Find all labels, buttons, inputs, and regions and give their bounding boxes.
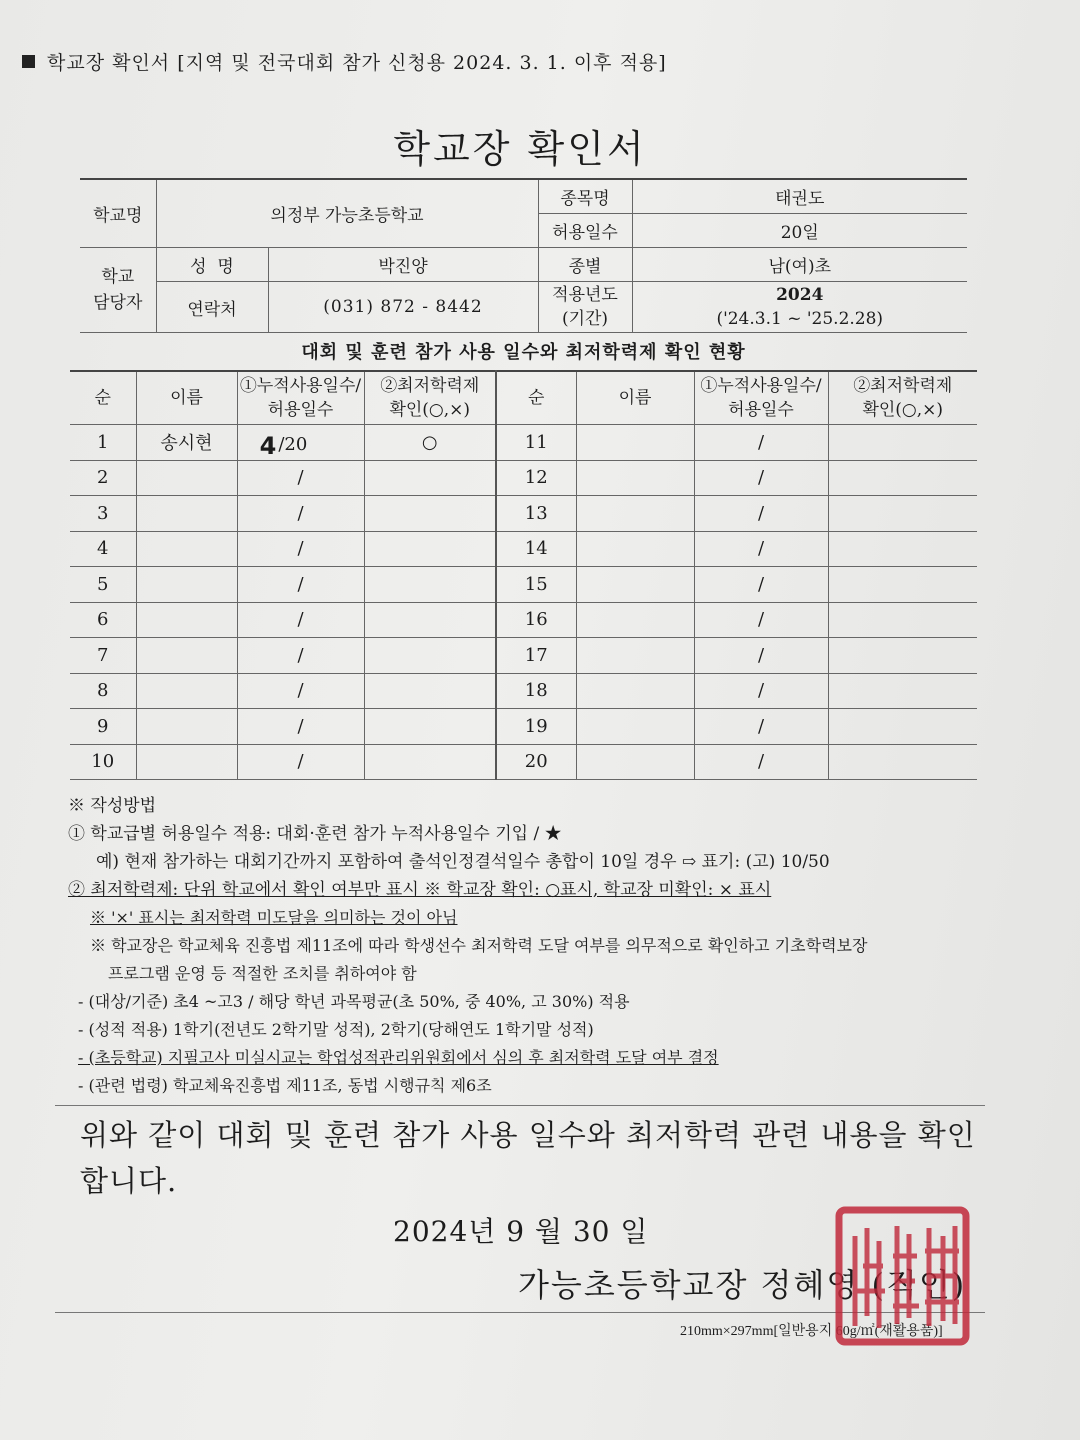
row-days <box>237 531 364 567</box>
days-allowed: / <box>297 502 304 524</box>
days-label: 허용일수 <box>538 214 632 248</box>
row-check <box>828 744 977 780</box>
row-name <box>136 496 237 532</box>
row-check: ○ <box>364 425 496 461</box>
row-no: 14 <box>496 531 576 567</box>
row-name <box>576 460 694 496</box>
row-no: 20 <box>496 744 576 780</box>
school-value: 의정부 가능초등학교 <box>156 179 538 248</box>
separator-top <box>55 1105 985 1106</box>
row-name <box>136 709 237 745</box>
table-row <box>70 673 977 709</box>
manager-label: 학교 담당자 <box>80 248 156 333</box>
note-principal-1: ※ 학교장은 학교체육 진흥법 제11조에 따라 학생선수 최저학력 도달 여부를 의무적으로 확인하고 기초학력보장 <box>90 936 868 955</box>
form-header-text: 학교장 확인서 [지역 및 전국대회 참가 신청용 2024. 3. 1. 이후 적용] <box>47 52 667 74</box>
row-days <box>237 744 364 780</box>
table-row <box>70 531 977 567</box>
days-allowed: / <box>297 573 304 595</box>
row-name <box>576 744 694 780</box>
row-days: / <box>694 602 828 638</box>
row-days: / <box>694 638 828 674</box>
event-value: 태권도 <box>632 179 967 214</box>
table-row <box>70 602 977 638</box>
handwritten-used-days: 4 <box>259 432 277 461</box>
row-name <box>576 673 694 709</box>
row-check <box>364 602 496 638</box>
days-allowed: / <box>297 751 304 773</box>
row-check <box>828 531 977 567</box>
row-days <box>237 673 364 709</box>
school-info-table <box>80 178 967 333</box>
notes-heading: ※ 작성방법 <box>68 796 157 816</box>
row-no: 8 <box>70 673 136 709</box>
row-days: / <box>694 673 828 709</box>
principal-signature: 가능초등학교장 정혜영 (직인) <box>518 1266 967 1304</box>
row-name <box>576 638 694 674</box>
year-label: 적용년도 (기간) <box>538 282 632 333</box>
table-row <box>70 460 977 496</box>
row-check <box>828 496 977 532</box>
note-dash-2: - (성적 적용) 1학기(전년도 2학기말 성적), 2학기(당해연도 1학기말 성적) <box>78 1020 594 1039</box>
row-no: 17 <box>496 638 576 674</box>
participation-table <box>70 370 977 780</box>
row-no: 3 <box>70 496 136 532</box>
note-item-2: ② 최저학력제: 단위 학교에서 확인 여부만 표시 ※ 학교장 확인: ○표시, 학교장 미확인: × 표시 <box>68 880 772 900</box>
row-check <box>364 496 496 532</box>
table-row <box>70 496 977 532</box>
row-name <box>136 673 237 709</box>
event-label: 종목명 <box>538 179 632 214</box>
row-name <box>136 567 237 603</box>
days-allowed: /20 <box>278 434 308 456</box>
status-title: 대회 및 훈련 참가 사용 일수와 최저학력제 확인 현황 <box>301 342 746 363</box>
col-header-check: ②최저학력제 확인(○,×) <box>364 371 496 425</box>
row-no: 4 <box>70 531 136 567</box>
row-days: / <box>694 460 828 496</box>
official-seal-stamp <box>835 1206 970 1346</box>
form-header <box>22 48 667 75</box>
row-no: 6 <box>70 602 136 638</box>
row-name <box>576 567 694 603</box>
row-check <box>828 567 977 603</box>
row-no: 16 <box>496 602 576 638</box>
row-name <box>576 496 694 532</box>
row-days: / <box>694 496 828 532</box>
row-no: 15 <box>496 567 576 603</box>
col-header-name: 이름 <box>136 371 237 425</box>
days-allowed: / <box>297 715 304 737</box>
school-label: 학교명 <box>80 179 156 248</box>
row-days <box>237 460 364 496</box>
row-check <box>828 709 977 745</box>
row-no: 2 <box>70 460 136 496</box>
document-title: 학교장 확인서 <box>393 127 647 171</box>
row-no: 11 <box>496 425 576 461</box>
row-days <box>237 425 364 461</box>
col-header-no: 순 <box>70 371 136 425</box>
confirmation-text: 위와 같이 대회 및 훈련 참가 사용 일수와 최저학력 관련 내용을 확인합니다. <box>80 1118 976 1198</box>
row-check <box>364 709 496 745</box>
row-check <box>828 460 977 496</box>
row-name <box>136 638 237 674</box>
contact-label: 연락처 <box>156 282 268 333</box>
name-label: 성 명 <box>156 248 268 282</box>
row-name <box>136 602 237 638</box>
note-x-meaning: ※ '×' 표시는 최저학력 미도달을 의미하는 것이 아님 <box>90 908 458 927</box>
days-allowed: / <box>297 680 304 702</box>
issue-date: 2024년 9 월 30 일 <box>393 1215 649 1248</box>
table-row <box>70 744 977 780</box>
year-cell <box>632 282 967 333</box>
row-name <box>136 531 237 567</box>
note-dash-3: - (초등학교) 지필고사 미실시교는 학업성적관리위원회에서 심의 후 최저학력 도달 여부 결정 <box>78 1048 719 1067</box>
row-no: 19 <box>496 709 576 745</box>
row-no: 9 <box>70 709 136 745</box>
days-allowed: / <box>297 467 304 489</box>
row-days: / <box>694 567 828 603</box>
row-days: / <box>694 531 828 567</box>
row-check <box>364 531 496 567</box>
type-value: 남(여)초 <box>632 248 967 282</box>
year-value: 2024 <box>776 285 824 305</box>
row-check <box>364 638 496 674</box>
row-days <box>237 496 364 532</box>
row-name <box>136 744 237 780</box>
row-days <box>237 602 364 638</box>
row-no: 13 <box>496 496 576 532</box>
row-name <box>576 709 694 745</box>
row-days: / <box>694 709 828 745</box>
note-dash-1: - (대상/기준) 초4 ~고3 / 해당 학년 과목평균(초 50%, 중 40%, 고 30%) 적용 <box>78 992 630 1011</box>
row-days <box>237 567 364 603</box>
note-item-1-example: 예) 현재 참가하는 대회기간까지 포함하여 출석인정결석일수 총합이 10일 경우 ⇨ 표기: (고) 10/50 <box>96 852 830 872</box>
row-check <box>828 425 977 461</box>
note-dash-4: - (관련 법령) 학교체육진흥법 제11조, 동법 시행규칙 제6조 <box>78 1076 492 1095</box>
col-header-no-2: 순 <box>496 371 576 425</box>
row-check <box>828 673 977 709</box>
table-row <box>70 638 977 674</box>
row-check <box>828 638 977 674</box>
col-header-days-2: ①누적사용일수/ 허용일수 <box>694 371 828 425</box>
col-header-name-2: 이름 <box>576 371 694 425</box>
type-label: 종별 <box>538 248 632 282</box>
col-header-days: ①누적사용일수/ 허용일수 <box>237 371 364 425</box>
days-allowed: / <box>297 644 304 666</box>
row-name <box>576 425 694 461</box>
row-check <box>828 602 977 638</box>
days-value: 20일 <box>632 214 967 248</box>
days-allowed: / <box>297 609 304 631</box>
row-check <box>364 460 496 496</box>
table-row <box>70 567 977 603</box>
days-allowed: / <box>297 538 304 560</box>
contact-value: (031) 872 - 8442 <box>268 282 538 333</box>
row-check <box>364 567 496 603</box>
bullet-square-icon <box>22 55 35 68</box>
note-principal-2: 프로그램 운영 등 적절한 조치를 취하여야 함 <box>108 964 417 983</box>
note-item-1: ① 학교급별 허용일수 적용: 대회·훈련 참가 누적사용일수 기입 / ★ <box>68 824 562 844</box>
table-row <box>70 425 977 461</box>
col-header-check-2: ②최저학력제 확인(○,×) <box>828 371 977 425</box>
period-value: ('24.3.1 ~ '25.2.28) <box>716 309 884 329</box>
row-name <box>576 531 694 567</box>
paper-format: 210mm×297mm[일반용지 60g/㎡(재활용품)] <box>680 1324 943 1339</box>
row-no: 7 <box>70 638 136 674</box>
row-days <box>237 709 364 745</box>
row-name <box>136 460 237 496</box>
name-value: 박진양 <box>268 248 538 282</box>
row-days: / <box>694 425 828 461</box>
writing-instructions <box>68 792 988 1100</box>
row-no: 12 <box>496 460 576 496</box>
row-no: 1 <box>70 425 136 461</box>
row-name: 송시현 <box>136 425 237 461</box>
row-check <box>364 744 496 780</box>
row-days <box>237 638 364 674</box>
row-days: / <box>694 744 828 780</box>
row-no: 10 <box>70 744 136 780</box>
table-row <box>70 709 977 745</box>
row-check <box>364 673 496 709</box>
row-no: 18 <box>496 673 576 709</box>
row-no: 5 <box>70 567 136 603</box>
row-name <box>576 602 694 638</box>
